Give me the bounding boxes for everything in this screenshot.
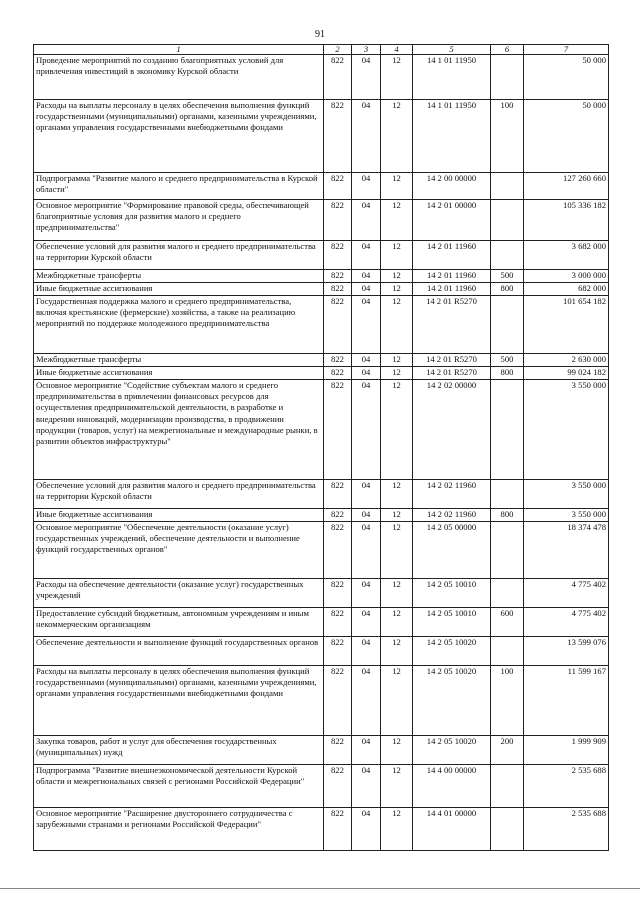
row-name: Иные бюджетные ассигнования [34,283,324,296]
row-target-article: 14 2 05 10020 [413,666,491,736]
row-subsection-code: 12 [381,637,413,666]
row-subsection-code: 12 [381,608,413,637]
header-cell-3: 3 [352,45,381,55]
row-target-article: 14 2 05 10010 [413,579,491,608]
table-row [34,637,609,666]
row-name: Основное мероприятие "Формирование правовой среды, обеспечивающей благоприятные условия для развития малого и среднего предпринимательства" [34,200,324,241]
row-ministry-code: 822 [324,666,352,736]
header-cell-2: 2 [324,45,352,55]
row-target-article: 14 2 05 10020 [413,736,491,765]
table-row [34,200,609,241]
row-subsection-code: 12 [381,380,413,480]
row-ministry-code: 822 [324,765,352,808]
row-ministry-code: 822 [324,354,352,367]
table-row [34,270,609,283]
row-expense-type [491,241,524,270]
row-target-article: 14 4 00 00000 [413,765,491,808]
row-amount: 682 000 [524,283,609,296]
row-expense-type [491,808,524,851]
row-section-code: 04 [352,522,381,579]
row-ministry-code: 822 [324,509,352,522]
row-subsection-code: 12 [381,480,413,509]
row-target-article: 14 2 01 00000 [413,200,491,241]
row-expense-type: 500 [491,270,524,283]
row-name: Основное мероприятие "Обеспечение деятельности (оказание услуг) государственных учреждений, обеспечение деятельности и выполнение функций государственных органов" [34,522,324,579]
row-amount: 4 775 402 [524,579,609,608]
row-subsection-code: 12 [381,736,413,765]
row-expense-type: 600 [491,608,524,637]
table-row [34,241,609,270]
row-section-code: 04 [352,509,381,522]
row-target-article: 14 2 02 11960 [413,509,491,522]
row-section-code: 04 [352,173,381,200]
row-name: Государственная поддержка малого и среднего предпринимательства, включая крестьянские (фермерские) хозяйства, а также на реализацию мероприятий по поддержке молодежного предпринимательства [34,296,324,354]
row-amount: 3 682 000 [524,241,609,270]
row-section-code: 04 [352,100,381,173]
row-expense-type [491,296,524,354]
table-row [34,509,609,522]
row-target-article: 14 2 02 11960 [413,480,491,509]
row-expense-type: 200 [491,736,524,765]
row-subsection-code: 12 [381,55,413,100]
row-section-code: 04 [352,367,381,380]
row-ministry-code: 822 [324,100,352,173]
row-amount: 101 654 182 [524,296,609,354]
row-subsection-code: 12 [381,354,413,367]
header-cell-6: 6 [491,45,524,55]
row-ministry-code: 822 [324,173,352,200]
row-amount: 2 630 000 [524,354,609,367]
page-bottom-edge [0,888,640,889]
row-expense-type [491,480,524,509]
row-expense-type [491,173,524,200]
row-name: Предоставление субсидий бюджетным, автономным учреждениям и иным некоммерческим организациям [34,608,324,637]
row-expense-type [491,765,524,808]
table-row [34,579,609,608]
row-subsection-code: 12 [381,367,413,380]
row-subsection-code: 12 [381,173,413,200]
row-section-code: 04 [352,480,381,509]
row-ministry-code: 822 [324,808,352,851]
row-amount: 13 599 076 [524,637,609,666]
row-name: Межбюджетные трансферты [34,270,324,283]
row-section-code: 04 [352,736,381,765]
row-expense-type: 500 [491,354,524,367]
row-target-article: 14 2 01 R5270 [413,354,491,367]
table-row [34,100,609,173]
row-target-article: 14 2 05 00000 [413,522,491,579]
row-target-article: 14 2 01 11960 [413,283,491,296]
row-amount: 99 024 182 [524,367,609,380]
table-row [34,808,609,851]
table-row [34,354,609,367]
row-section-code: 04 [352,200,381,241]
row-subsection-code: 12 [381,509,413,522]
row-amount: 3 550 000 [524,480,609,509]
row-subsection-code: 12 [381,200,413,241]
row-name: Обеспечение условий для развития малого и среднего предпринимательства на территории Курской области [34,480,324,509]
row-ministry-code: 822 [324,200,352,241]
row-section-code: 04 [352,354,381,367]
row-name: Обеспечение деятельности и выполнение функций государственных органов [34,637,324,666]
row-subsection-code: 12 [381,666,413,736]
table-row [34,736,609,765]
row-target-article: 14 4 01 00000 [413,808,491,851]
row-amount: 50 000 [524,55,609,100]
row-ministry-code: 822 [324,283,352,296]
row-amount: 3 550 000 [524,380,609,480]
row-target-article: 14 1 01 11950 [413,100,491,173]
row-section-code: 04 [352,808,381,851]
row-target-article: 14 2 00 00000 [413,173,491,200]
row-expense-type: 100 [491,666,524,736]
row-expense-type: 100 [491,100,524,173]
table-row [34,55,609,100]
row-ministry-code: 822 [324,736,352,765]
row-target-article: 14 1 01 11950 [413,55,491,100]
table-row [34,522,609,579]
row-amount: 105 336 182 [524,200,609,241]
row-expense-type [491,579,524,608]
row-ministry-code: 822 [324,522,352,579]
row-name: Подпрограмма "Развитие малого и среднего предпринимательства в Курской области" [34,173,324,200]
row-name: Обеспечение условий для развития малого и среднего предпринимательства на территории Курской области [34,241,324,270]
row-section-code: 04 [352,380,381,480]
row-ministry-code: 822 [324,270,352,283]
row-subsection-code: 12 [381,283,413,296]
row-amount: 2 535 688 [524,808,609,851]
row-target-article: 14 2 05 10020 [413,637,491,666]
row-ministry-code: 822 [324,241,352,270]
row-amount: 2 535 688 [524,765,609,808]
table-row [34,765,609,808]
page-number: 91 [315,29,325,40]
table-row [34,173,609,200]
row-expense-type [491,522,524,579]
header-cell-7: 7 [524,45,609,55]
row-name: Расходы на выплаты персоналу в целях обеспечения выполнения функций государственными (муниципальными) органами, казенными учреждениями, органами управления государственными внебюджетными фондами [34,666,324,736]
table-row [34,480,609,509]
row-name: Основное мероприятие "Расширение двустороннего сотрудничества с зарубежными странами и регионами Российской Федерации" [34,808,324,851]
row-amount: 50 000 [524,100,609,173]
row-name: Иные бюджетные ассигнования [34,367,324,380]
row-ministry-code: 822 [324,608,352,637]
row-subsection-code: 12 [381,765,413,808]
row-subsection-code: 12 [381,522,413,579]
row-target-article: 14 2 01 R5270 [413,296,491,354]
row-expense-type [491,637,524,666]
row-ministry-code: 822 [324,579,352,608]
row-section-code: 04 [352,283,381,296]
budget-table [33,44,609,851]
row-section-code: 04 [352,765,381,808]
row-name: Расходы на обеспечение деятельности (оказание услуг) государственных учреждений [34,579,324,608]
row-name: Подпрограмма "Развитие внешнеэкономической деятельности Курской области и межрегиональных связей с регионами Российской Федерации" [34,765,324,808]
table-row [34,608,609,637]
row-name: Проведение мероприятий по созданию благоприятных условий для привлечения инвестиций в экономику Курской области [34,55,324,100]
row-expense-type [491,200,524,241]
table-row [34,380,609,480]
row-expense-type [491,380,524,480]
row-expense-type: 800 [491,367,524,380]
row-name: Иные бюджетные ассигнования [34,509,324,522]
row-subsection-code: 12 [381,579,413,608]
row-name: Закупка товаров, работ и услуг для обеспечения государственных (муниципальных) нужд [34,736,324,765]
row-amount: 3 550 000 [524,509,609,522]
row-expense-type: 800 [491,283,524,296]
row-ministry-code: 822 [324,380,352,480]
row-target-article: 14 2 01 R5270 [413,367,491,380]
header-row [34,45,609,55]
row-subsection-code: 12 [381,270,413,283]
row-section-code: 04 [352,55,381,100]
row-target-article: 14 2 01 11960 [413,241,491,270]
row-subsection-code: 12 [381,808,413,851]
row-section-code: 04 [352,666,381,736]
row-subsection-code: 12 [381,100,413,173]
row-name: Основное мероприятие "Содействие субъектам малого и среднего предпринимательства в привлечении финансовых ресурсов для осуществления предпринимательской деятельности, в разработке и внедрении инноваций, модернизации производства, в продвижении продукции (товаров, услуг) на межрегиональные и международные рынки, в развитии объектов инфраструктуры" [34,380,324,480]
row-subsection-code: 12 [381,296,413,354]
row-amount: 18 374 478 [524,522,609,579]
table-row [34,296,609,354]
row-ministry-code: 822 [324,367,352,380]
row-name: Межбюджетные трансферты [34,354,324,367]
row-ministry-code: 822 [324,296,352,354]
row-section-code: 04 [352,608,381,637]
row-subsection-code: 12 [381,241,413,270]
row-ministry-code: 822 [324,480,352,509]
row-target-article: 14 2 01 11960 [413,270,491,283]
row-expense-type [491,55,524,100]
row-target-article: 14 2 02 00000 [413,380,491,480]
row-section-code: 04 [352,637,381,666]
header-cell-5: 5 [413,45,491,55]
row-name: Расходы на выплаты персоналу в целях обеспечения выполнения функций государственными (муниципальными) органами, казенными учреждениями, органами управления государственными внебюджетными фондами [34,100,324,173]
row-amount: 11 599 167 [524,666,609,736]
row-expense-type: 800 [491,509,524,522]
row-section-code: 04 [352,241,381,270]
table-row [34,666,609,736]
row-ministry-code: 822 [324,55,352,100]
row-section-code: 04 [352,270,381,283]
header-cell-4: 4 [381,45,413,55]
header-cell-1: 1 [34,45,324,55]
row-target-article: 14 2 05 10010 [413,608,491,637]
row-amount: 127 260 660 [524,173,609,200]
row-section-code: 04 [352,296,381,354]
row-section-code: 04 [352,579,381,608]
table-row [34,367,609,380]
table-row [34,283,609,296]
row-amount: 4 775 402 [524,608,609,637]
row-amount: 1 999 909 [524,736,609,765]
row-amount: 3 000 000 [524,270,609,283]
row-ministry-code: 822 [324,637,352,666]
